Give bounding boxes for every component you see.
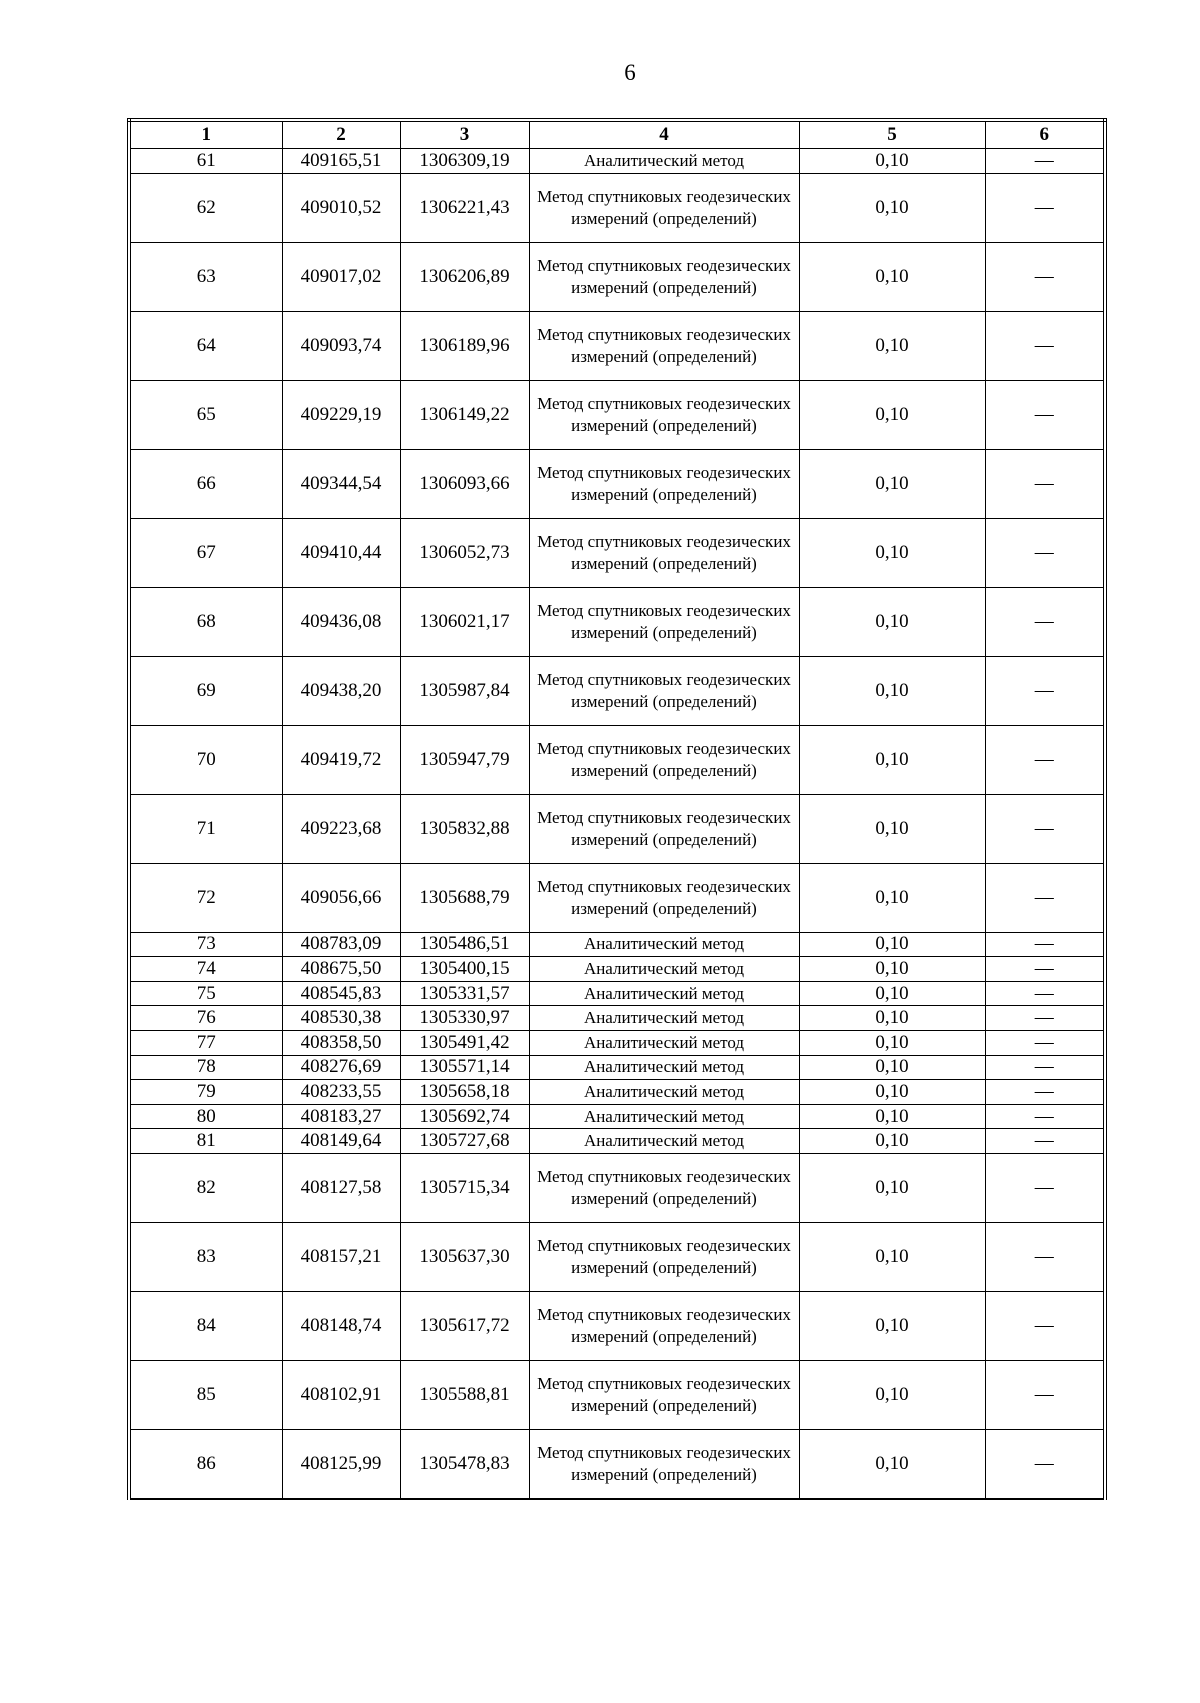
- table-row: [129, 1006, 1105, 1031]
- cell-accuracy: 0,10: [799, 1055, 985, 1080]
- cell-point-number: 82: [129, 1153, 282, 1222]
- table-row: [129, 794, 1105, 863]
- cell-method: Метод спутниковых геодезических измерений (определений): [529, 311, 799, 380]
- cell-point-number: 75: [129, 981, 282, 1006]
- cell-point-number: 68: [129, 587, 282, 656]
- cell-note: —: [985, 1006, 1105, 1031]
- cell-x-coordinate: 409223,68: [282, 794, 400, 863]
- cell-point-number: 70: [129, 725, 282, 794]
- table-row: [129, 149, 1105, 174]
- cell-point-number: 73: [129, 932, 282, 957]
- cell-method: Метод спутниковых геодезических измерений (определений): [529, 242, 799, 311]
- column-header-3: 3: [400, 120, 529, 149]
- cell-accuracy: 0,10: [799, 1291, 985, 1360]
- cell-point-number: 77: [129, 1030, 282, 1055]
- cell-accuracy: 0,10: [799, 725, 985, 794]
- cell-x-coordinate: 409017,02: [282, 242, 400, 311]
- cell-note: —: [985, 380, 1105, 449]
- cell-note: —: [985, 794, 1105, 863]
- table-row: [129, 863, 1105, 932]
- cell-accuracy: 0,10: [799, 518, 985, 587]
- cell-x-coordinate: 409056,66: [282, 863, 400, 932]
- cell-y-coordinate: 1305715,34: [400, 1153, 529, 1222]
- cell-y-coordinate: 1305491,42: [400, 1030, 529, 1055]
- cell-method: Метод спутниковых геодезических измерений (определений): [529, 1429, 799, 1499]
- cell-note: —: [985, 957, 1105, 982]
- cell-point-number: 78: [129, 1055, 282, 1080]
- table-row: [129, 981, 1105, 1006]
- cell-note: —: [985, 149, 1105, 174]
- cell-note: —: [985, 1360, 1105, 1429]
- cell-method: Метод спутниковых геодезических измерений (определений): [529, 725, 799, 794]
- cell-method: Метод спутниковых геодезических измерений (определений): [529, 449, 799, 518]
- table-row: [129, 1055, 1105, 1080]
- cell-y-coordinate: 1305400,15: [400, 957, 529, 982]
- table-row: [129, 242, 1105, 311]
- cell-y-coordinate: 1305331,57: [400, 981, 529, 1006]
- cell-point-number: 65: [129, 380, 282, 449]
- cell-method: Аналитический метод: [529, 1104, 799, 1129]
- cell-note: —: [985, 1080, 1105, 1105]
- cell-note: —: [985, 1129, 1105, 1154]
- cell-y-coordinate: 1305692,74: [400, 1104, 529, 1129]
- cell-y-coordinate: 1305947,79: [400, 725, 529, 794]
- table-row: [129, 518, 1105, 587]
- cell-x-coordinate: 408233,55: [282, 1080, 400, 1105]
- cell-accuracy: 0,10: [799, 1080, 985, 1105]
- table-row: [129, 656, 1105, 725]
- page-number: 6: [624, 60, 636, 85]
- cell-accuracy: 0,10: [799, 1129, 985, 1154]
- cell-x-coordinate: 408545,83: [282, 981, 400, 1006]
- cell-x-coordinate: 408157,21: [282, 1222, 400, 1291]
- cell-method: Метод спутниковых геодезических измерений (определений): [529, 863, 799, 932]
- cell-y-coordinate: 1306189,96: [400, 311, 529, 380]
- cell-y-coordinate: 1306052,73: [400, 518, 529, 587]
- cell-point-number: 67: [129, 518, 282, 587]
- cell-accuracy: 0,10: [799, 1222, 985, 1291]
- cell-point-number: 71: [129, 794, 282, 863]
- cell-method: Метод спутниковых геодезических измерений (определений): [529, 1153, 799, 1222]
- cell-accuracy: 0,10: [799, 449, 985, 518]
- table-row: [129, 1291, 1105, 1360]
- coordinates-table: [127, 118, 1107, 1500]
- table-row: [129, 173, 1105, 242]
- cell-point-number: 72: [129, 863, 282, 932]
- cell-method: Аналитический метод: [529, 932, 799, 957]
- cell-point-number: 81: [129, 1129, 282, 1154]
- cell-x-coordinate: 408183,27: [282, 1104, 400, 1129]
- table-row: [129, 1153, 1105, 1222]
- cell-x-coordinate: 409010,52: [282, 173, 400, 242]
- cell-point-number: 61: [129, 149, 282, 174]
- cell-x-coordinate: 408675,50: [282, 957, 400, 982]
- cell-x-coordinate: 408102,91: [282, 1360, 400, 1429]
- cell-point-number: 86: [129, 1429, 282, 1499]
- cell-method: Аналитический метод: [529, 981, 799, 1006]
- cell-method: Аналитический метод: [529, 1030, 799, 1055]
- column-header-6: 6: [985, 120, 1105, 149]
- cell-accuracy: 0,10: [799, 794, 985, 863]
- cell-accuracy: 0,10: [799, 957, 985, 982]
- cell-x-coordinate: 409410,44: [282, 518, 400, 587]
- cell-accuracy: 0,10: [799, 981, 985, 1006]
- cell-y-coordinate: 1305832,88: [400, 794, 529, 863]
- cell-point-number: 64: [129, 311, 282, 380]
- cell-note: —: [985, 863, 1105, 932]
- cell-note: —: [985, 1153, 1105, 1222]
- cell-accuracy: 0,10: [799, 656, 985, 725]
- cell-y-coordinate: 1305987,84: [400, 656, 529, 725]
- cell-point-number: 80: [129, 1104, 282, 1129]
- cell-method: Метод спутниковых геодезических измерений (определений): [529, 656, 799, 725]
- cell-note: —: [985, 1291, 1105, 1360]
- table-header-row: [129, 120, 1105, 149]
- cell-accuracy: 0,10: [799, 863, 985, 932]
- cell-x-coordinate: 408148,74: [282, 1291, 400, 1360]
- cell-method: Метод спутниковых геодезических измерений (определений): [529, 1291, 799, 1360]
- cell-y-coordinate: 1305571,14: [400, 1055, 529, 1080]
- cell-note: —: [985, 725, 1105, 794]
- cell-accuracy: 0,10: [799, 1429, 985, 1499]
- cell-method: Аналитический метод: [529, 1006, 799, 1031]
- cell-method: Метод спутниковых геодезических измерений (определений): [529, 794, 799, 863]
- table-row: [129, 1360, 1105, 1429]
- cell-x-coordinate: 408530,38: [282, 1006, 400, 1031]
- cell-point-number: 85: [129, 1360, 282, 1429]
- cell-note: —: [985, 981, 1105, 1006]
- column-header-5: 5: [799, 120, 985, 149]
- cell-point-number: 83: [129, 1222, 282, 1291]
- cell-method: Метод спутниковых геодезических измерений (определений): [529, 587, 799, 656]
- cell-method: Аналитический метод: [529, 1055, 799, 1080]
- cell-point-number: 66: [129, 449, 282, 518]
- table-row: [129, 725, 1105, 794]
- cell-note: —: [985, 932, 1105, 957]
- cell-accuracy: 0,10: [799, 311, 985, 380]
- table-row: [129, 311, 1105, 380]
- cell-y-coordinate: 1305727,68: [400, 1129, 529, 1154]
- cell-accuracy: 0,10: [799, 1104, 985, 1129]
- column-header-4: 4: [529, 120, 799, 149]
- table-row: [129, 957, 1105, 982]
- cell-method: Аналитический метод: [529, 149, 799, 174]
- cell-x-coordinate: 408149,64: [282, 1129, 400, 1154]
- cell-point-number: 74: [129, 957, 282, 982]
- column-header-2: 2: [282, 120, 400, 149]
- cell-y-coordinate: 1306149,22: [400, 380, 529, 449]
- cell-x-coordinate: 409344,54: [282, 449, 400, 518]
- cell-x-coordinate: 408358,50: [282, 1030, 400, 1055]
- cell-note: —: [985, 587, 1105, 656]
- cell-accuracy: 0,10: [799, 242, 985, 311]
- table-row: [129, 1129, 1105, 1154]
- cell-x-coordinate: 408125,99: [282, 1429, 400, 1499]
- cell-note: —: [985, 1222, 1105, 1291]
- cell-x-coordinate: 408127,58: [282, 1153, 400, 1222]
- cell-y-coordinate: 1306221,43: [400, 173, 529, 242]
- table-row: [129, 587, 1105, 656]
- cell-x-coordinate: 409419,72: [282, 725, 400, 794]
- table-row: [129, 1104, 1105, 1129]
- cell-accuracy: 0,10: [799, 173, 985, 242]
- cell-point-number: 79: [129, 1080, 282, 1105]
- table-row: [129, 1080, 1105, 1105]
- cell-method: Метод спутниковых геодезических измерений (определений): [529, 380, 799, 449]
- table-body: [129, 149, 1105, 1499]
- cell-method: Метод спутниковых геодезических измерений (определений): [529, 1222, 799, 1291]
- column-header-1: 1: [129, 120, 282, 149]
- cell-note: —: [985, 1055, 1105, 1080]
- table-row: [129, 932, 1105, 957]
- cell-method: Метод спутниковых геодезических измерений (определений): [529, 518, 799, 587]
- cell-method: Аналитический метод: [529, 957, 799, 982]
- cell-point-number: 69: [129, 656, 282, 725]
- cell-y-coordinate: 1305588,81: [400, 1360, 529, 1429]
- cell-method: Метод спутниковых геодезических измерений (определений): [529, 173, 799, 242]
- cell-y-coordinate: 1305658,18: [400, 1080, 529, 1105]
- cell-accuracy: 0,10: [799, 149, 985, 174]
- cell-x-coordinate: 409229,19: [282, 380, 400, 449]
- cell-x-coordinate: 409093,74: [282, 311, 400, 380]
- cell-accuracy: 0,10: [799, 1153, 985, 1222]
- cell-y-coordinate: 1306309,19: [400, 149, 529, 174]
- cell-y-coordinate: 1306093,66: [400, 449, 529, 518]
- cell-x-coordinate: 409436,08: [282, 587, 400, 656]
- cell-x-coordinate: 408276,69: [282, 1055, 400, 1080]
- cell-note: —: [985, 242, 1105, 311]
- cell-y-coordinate: 1305486,51: [400, 932, 529, 957]
- cell-accuracy: 0,10: [799, 587, 985, 656]
- cell-y-coordinate: 1305637,30: [400, 1222, 529, 1291]
- table-row: [129, 1030, 1105, 1055]
- cell-y-coordinate: 1305617,72: [400, 1291, 529, 1360]
- table-row: [129, 1429, 1105, 1499]
- cell-x-coordinate: 409165,51: [282, 149, 400, 174]
- cell-accuracy: 0,10: [799, 1006, 985, 1031]
- cell-method: Аналитический метод: [529, 1080, 799, 1105]
- cell-note: —: [985, 1104, 1105, 1129]
- cell-y-coordinate: 1305688,79: [400, 863, 529, 932]
- table-row: [129, 380, 1105, 449]
- cell-method: Аналитический метод: [529, 1129, 799, 1154]
- cell-note: —: [985, 311, 1105, 380]
- cell-accuracy: 0,10: [799, 1030, 985, 1055]
- cell-note: —: [985, 449, 1105, 518]
- cell-point-number: 62: [129, 173, 282, 242]
- table-row: [129, 449, 1105, 518]
- cell-x-coordinate: 409438,20: [282, 656, 400, 725]
- cell-y-coordinate: 1306021,17: [400, 587, 529, 656]
- cell-y-coordinate: 1306206,89: [400, 242, 529, 311]
- cell-accuracy: 0,10: [799, 932, 985, 957]
- cell-note: —: [985, 1429, 1105, 1499]
- cell-point-number: 76: [129, 1006, 282, 1031]
- cell-note: —: [985, 518, 1105, 587]
- cell-y-coordinate: 1305478,83: [400, 1429, 529, 1499]
- cell-x-coordinate: 408783,09: [282, 932, 400, 957]
- cell-note: —: [985, 173, 1105, 242]
- table-row: [129, 1222, 1105, 1291]
- cell-note: —: [985, 656, 1105, 725]
- cell-note: —: [985, 1030, 1105, 1055]
- cell-y-coordinate: 1305330,97: [400, 1006, 529, 1031]
- cell-accuracy: 0,10: [799, 1360, 985, 1429]
- cell-point-number: 84: [129, 1291, 282, 1360]
- cell-point-number: 63: [129, 242, 282, 311]
- cell-method: Метод спутниковых геодезических измерений (определений): [529, 1360, 799, 1429]
- cell-accuracy: 0,10: [799, 380, 985, 449]
